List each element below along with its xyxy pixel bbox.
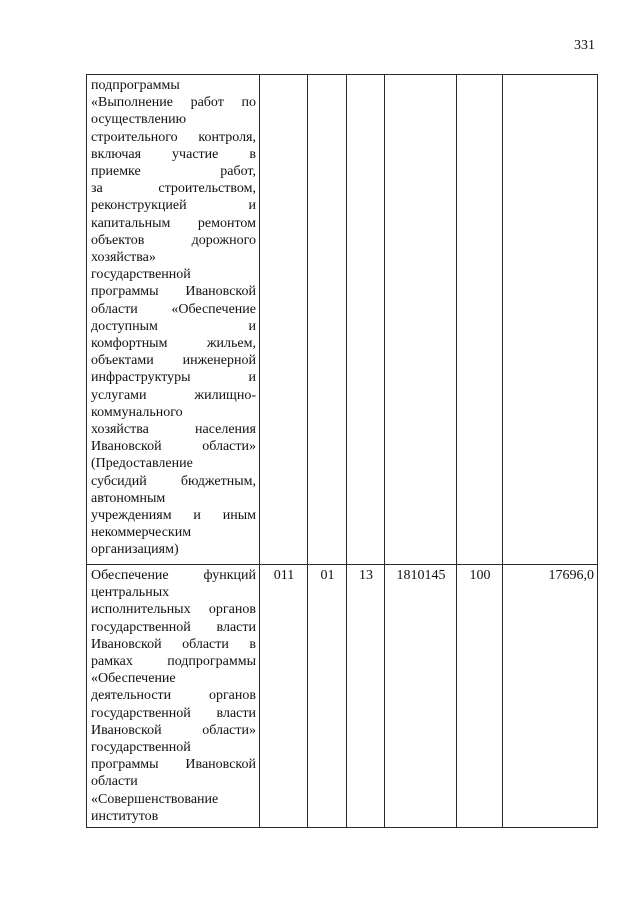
description-line: государственной власти	[91, 619, 256, 635]
description-line: приемке работ,	[91, 164, 256, 180]
table-row	[87, 565, 598, 828]
description-line: осуществлению	[91, 112, 187, 128]
ministry-code-cell	[260, 75, 308, 565]
description-line: инфраструктуры и	[91, 370, 256, 386]
description-line: объектами инженерной	[91, 353, 256, 369]
expense-type-cell	[457, 75, 503, 565]
description-line: реконструкцией и	[91, 198, 256, 214]
description-line: центральных	[91, 585, 170, 601]
description-line: доступным и	[91, 318, 256, 334]
description-line: хозяйства»	[91, 250, 156, 266]
section-code-cell: 01	[308, 565, 347, 828]
description-line: области	[91, 774, 138, 790]
description-line: автономным	[91, 490, 166, 506]
description-line: государственной	[91, 740, 191, 756]
description-line: подпрограммы	[91, 78, 180, 93]
target-article-cell	[385, 75, 457, 565]
expense-type-cell: 100	[457, 565, 503, 828]
description-line: институтов	[91, 808, 159, 824]
description-line: государственной	[91, 267, 191, 283]
budget-table	[86, 74, 598, 828]
description-line: Ивановской области в	[91, 636, 256, 652]
subsection-code-cell	[347, 75, 385, 565]
amount-cell: 17696,0	[503, 565, 598, 828]
description-line: исполнительных органов	[91, 602, 256, 618]
target-article-cell: 1810145	[385, 565, 457, 828]
table-row	[87, 75, 598, 565]
row-description	[87, 565, 260, 828]
description-line: включая участие в	[91, 146, 256, 162]
description-line: государственной власти	[91, 705, 256, 721]
description-line: (Предоставление	[91, 456, 193, 472]
row-description	[87, 75, 260, 565]
ministry-code-cell: 011	[260, 565, 308, 828]
description-line: «Выполнение работ по	[91, 95, 256, 111]
page-number: 331	[574, 38, 595, 53]
description-line: программы Ивановской	[91, 757, 256, 773]
description-line: строительного контроля,	[91, 129, 256, 145]
subsection-code-cell: 13	[347, 565, 385, 828]
description-line: деятельности органов	[91, 688, 256, 704]
section-code-cell	[308, 75, 347, 565]
description-line: организациям)	[91, 542, 179, 558]
description-line: комфортным жильем,	[91, 336, 256, 352]
description-line: «Совершенствование	[91, 791, 219, 807]
description-line: коммунального	[91, 404, 183, 420]
description-line: Обеспечение функций	[91, 568, 256, 583]
description-line: программы Ивановской	[91, 284, 256, 300]
description-line: учреждениям и иным	[91, 508, 256, 524]
description-line: хозяйства населения	[91, 422, 256, 438]
description-line: рамках подпрограммы	[91, 654, 256, 670]
description-line: Ивановской области»	[91, 439, 256, 455]
description-line: объектов дорожного	[91, 232, 256, 248]
description-line: услугами жилищно-	[91, 387, 256, 403]
description-line: субсидий бюджетным,	[91, 473, 256, 489]
description-line: «Обеспечение	[91, 671, 176, 687]
description-line: области «Обеспечение	[91, 301, 256, 317]
amount-cell	[503, 75, 598, 565]
description-line: капитальным ремонтом	[91, 215, 256, 231]
description-line: Ивановской области»	[91, 722, 256, 738]
description-line: некоммерческим	[91, 525, 192, 541]
description-line: за строительством,	[91, 181, 256, 197]
